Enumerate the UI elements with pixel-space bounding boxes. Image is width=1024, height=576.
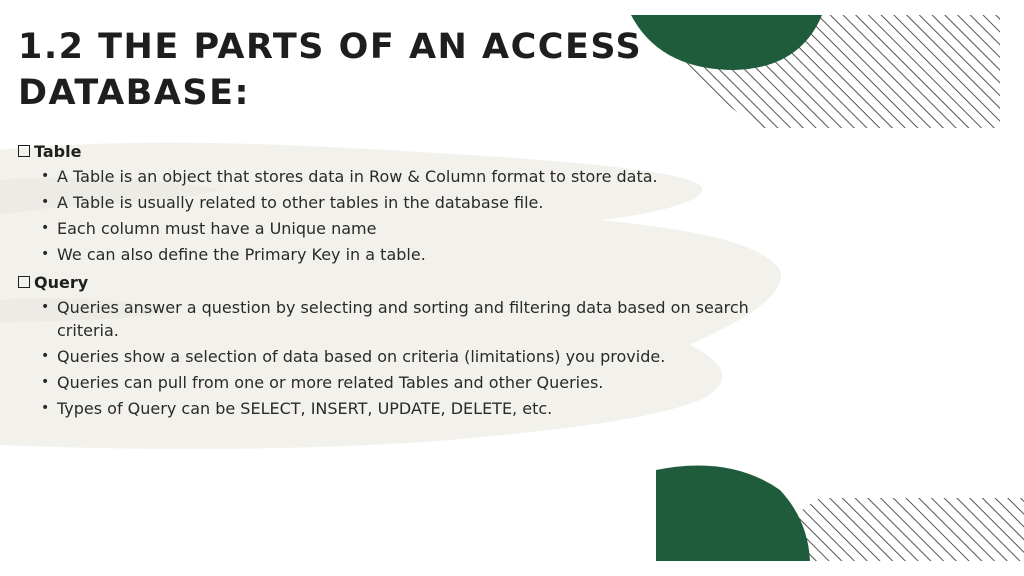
section-table [16, 140, 776, 266]
list-item [16, 296, 776, 342]
section-heading-text: Query [34, 272, 89, 292]
slide-title [18, 24, 658, 116]
list-item-text: A Table is an object that stores data in Row & Column format to store data. [57, 167, 658, 186]
bullet-dot-icon: • [41, 194, 50, 210]
bullet-dot-icon: • [41, 168, 50, 184]
green-shape-bottom [656, 466, 810, 562]
checkbox-icon [18, 145, 30, 157]
list-item [16, 371, 776, 394]
list-item [16, 397, 776, 420]
checkbox-icon [18, 276, 30, 288]
bullet-dot-icon: • [41, 220, 50, 236]
list-item-text: Queries show a selection of data based on criteria (limitations) you provide. [57, 347, 666, 366]
list-item-text: Types of Query can be SELECT, INSERT, UPDATE, DELETE, etc. [57, 399, 553, 418]
bullet-dot-icon: • [41, 400, 50, 416]
list-item [16, 191, 776, 214]
list-item-text: We can also define the Primary Key in a table. [57, 245, 426, 264]
section-heading [16, 140, 776, 162]
section-heading-text: Table [34, 141, 82, 161]
list-item [16, 217, 776, 240]
bullet-list [16, 296, 776, 420]
list-item-text: A Table is usually related to other tables in the database file. [57, 193, 544, 212]
bullet-dot-icon: • [41, 374, 50, 390]
list-item [16, 345, 776, 368]
list-item [16, 243, 776, 266]
list-item-text: Queries answer a question by selecting and sorting and filtering data based on search criteria. [57, 298, 749, 340]
bullet-dot-icon: • [41, 348, 50, 364]
list-item [16, 165, 776, 188]
bullet-list [16, 165, 776, 266]
bullet-dot-icon: • [41, 299, 50, 315]
list-item-text: Queries can pull from one or more related Tables and other Queries. [57, 373, 604, 392]
slide-title-line2: DATABASE: [18, 73, 251, 113]
content-body [16, 140, 776, 421]
list-item-text: Each column must have a Unique name [57, 219, 377, 238]
section-heading [16, 271, 776, 293]
slide-title-line1: 1.2 THE PARTS OF AN ACCESS [18, 27, 643, 67]
section-query [16, 271, 776, 420]
bullet-dot-icon: • [41, 246, 50, 262]
